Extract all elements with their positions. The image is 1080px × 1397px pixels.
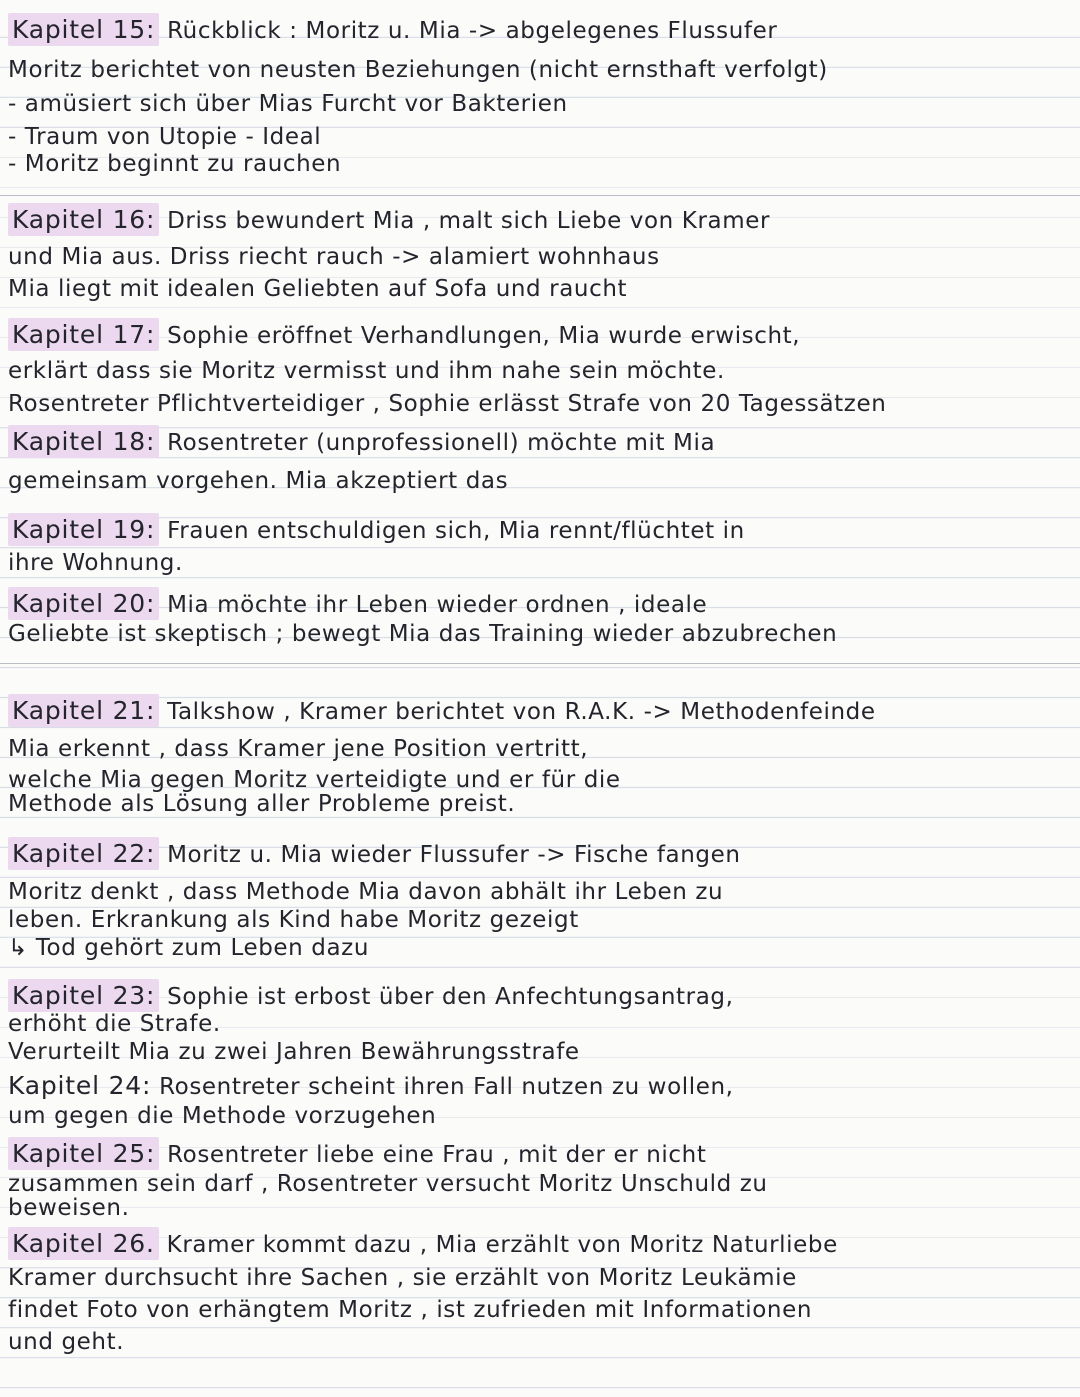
line-text: findet Foto von erhängtem Moritz , ist zufrieden mit Informationen xyxy=(8,1297,812,1323)
line-text: und Mia aus. Driss riecht rauch -> alamiert wohnhaus xyxy=(8,244,660,270)
line-text: um gegen die Methode vorzugehen xyxy=(8,1103,437,1129)
chapter-heading: Kapitel 24: xyxy=(8,1071,152,1100)
text-line xyxy=(8,90,1080,118)
text-line xyxy=(8,16,1080,45)
text-line xyxy=(8,1038,1080,1066)
line-text: Moritz u. Mia wieder Flussufer -> Fische fangen xyxy=(159,842,741,868)
line-text: Kramer kommt dazu , Mia erzählt von Moritz Naturliebe xyxy=(158,1232,838,1258)
text-line xyxy=(8,516,1080,545)
text-line xyxy=(8,878,1080,906)
line-text: ↳ Tod gehört zum Leben dazu xyxy=(8,935,369,961)
chapter-heading: Kapitel 26. xyxy=(8,1227,159,1260)
line-text: Moritz berichtet von neusten Beziehungen (nicht ernsthaft verfolgt) xyxy=(8,57,828,83)
text-line xyxy=(8,467,1080,495)
line-text: erhöht die Strafe. xyxy=(8,1011,221,1037)
line-text: leben. Erkrankung als Kind habe Moritz gezeigt xyxy=(8,907,579,933)
text-line xyxy=(8,56,1080,84)
divider xyxy=(0,195,1080,196)
text-line xyxy=(8,206,1080,235)
text-line xyxy=(8,934,1080,962)
line-text: Rosentreter liebe eine Frau , mit der er nicht xyxy=(159,1142,707,1168)
line-text: welche Mia gegen Moritz verteidigte und er für die xyxy=(8,767,621,793)
line-text: Rosentreter Pflichtverteidiger , Sophie erlässt Strafe von 20 Tagessätzen xyxy=(8,391,887,417)
line-text: zusammen sein darf , Rosentreter versucht Moritz Unschuld zu xyxy=(8,1171,768,1197)
text-line xyxy=(8,1072,1080,1101)
line-text: Sophie eröffnet Verhandlungen, Mia wurde erwischt, xyxy=(159,323,801,349)
chapter-heading: Kapitel 16: xyxy=(8,203,159,236)
text-line xyxy=(8,428,1080,457)
chapter-heading: Kapitel 17: xyxy=(8,318,159,351)
chapter-heading: Kapitel 18: xyxy=(8,425,159,458)
text-line xyxy=(8,357,1080,385)
chapter-heading: Kapitel 15: xyxy=(8,13,159,46)
text-line xyxy=(8,1264,1080,1292)
line-text: Geliebte ist skeptisch ; bewegt Mia das Training wieder abzubrechen xyxy=(8,621,838,647)
chapter-heading: Kapitel 20: xyxy=(8,587,159,620)
line-text: Frauen entschuldigen sich, Mia rennt/flüchtet in xyxy=(159,518,745,544)
line-text: Rückblick : Moritz u. Mia -> abgelegenes Flussufer xyxy=(159,18,778,44)
line-text: - Moritz beginnt zu rauchen xyxy=(8,151,342,177)
text-line xyxy=(8,1102,1080,1130)
text-line xyxy=(8,243,1080,271)
text-line xyxy=(8,1140,1080,1169)
text-line xyxy=(8,982,1080,1011)
line-text: Mia möchte ihr Leben wieder ordnen , ideale xyxy=(159,592,708,618)
text-line xyxy=(8,1010,1080,1038)
text-line xyxy=(8,549,1080,577)
text-line xyxy=(8,906,1080,934)
line-text: erklärt dass sie Moritz vermisst und ihm nahe sein möchte. xyxy=(8,358,725,384)
text-line xyxy=(8,1296,1080,1324)
chapter-heading: Kapitel 19: xyxy=(8,513,159,546)
text-line xyxy=(8,150,1080,178)
line-text: Moritz denkt , dass Methode Mia davon abhält ihr Leben zu xyxy=(8,879,724,905)
text-line xyxy=(8,123,1080,151)
line-text: Kramer durchsucht ihre Sachen , sie erzählt von Moritz Leukämie xyxy=(8,1265,797,1291)
divider xyxy=(0,663,1080,664)
line-text: - Traum von Utopie - Ideal xyxy=(8,124,322,150)
line-text: beweisen. xyxy=(8,1195,130,1221)
line-text: Driss bewundert Mia , malt sich Liebe von Kramer xyxy=(159,208,771,234)
text-line xyxy=(8,1230,1080,1259)
line-text: Rosentreter (unprofessionell) möchte mit Mia xyxy=(159,430,716,456)
chapter-heading: Kapitel 25: xyxy=(8,1137,159,1170)
text-line xyxy=(8,275,1080,303)
text-line xyxy=(8,590,1080,619)
line-text: und geht. xyxy=(8,1329,125,1355)
text-line xyxy=(8,620,1080,648)
line-text: Methode als Lösung aller Probleme preist. xyxy=(8,791,516,817)
line-text: ihre Wohnung. xyxy=(8,550,183,576)
line-text: Mia erkennt , dass Kramer jene Position vertritt, xyxy=(8,736,589,762)
line-text: - amüsiert sich über Mias Furcht vor Bakterien xyxy=(8,91,568,117)
chapter-heading: Kapitel 23: xyxy=(8,979,159,1012)
line-text: gemeinsam vorgehen. Mia akzeptiert das xyxy=(8,468,509,494)
line-text: Sophie ist erbost über den Anfechtungsantrag, xyxy=(159,984,734,1010)
line-text: Rosentreter scheint ihren Fall nutzen zu wollen, xyxy=(151,1074,734,1100)
line-text: Mia liegt mit idealen Geliebten auf Sofa und raucht xyxy=(8,276,628,302)
text-line xyxy=(8,790,1080,818)
text-line xyxy=(8,1328,1080,1356)
line-text: Verurteilt Mia zu zwei Jahren Bewährungsstrafe xyxy=(8,1039,580,1065)
text-line xyxy=(8,1194,1080,1222)
line-text: Talkshow , Kramer berichtet von R.A.K. -> Methodenfeinde xyxy=(159,699,876,725)
text-line xyxy=(8,321,1080,350)
text-line xyxy=(8,697,1080,726)
chapter-heading: Kapitel 22: xyxy=(8,837,159,870)
text-line xyxy=(8,390,1080,418)
text-line xyxy=(8,840,1080,869)
chapter-heading: Kapitel 21: xyxy=(8,694,159,727)
text-line xyxy=(8,735,1080,763)
